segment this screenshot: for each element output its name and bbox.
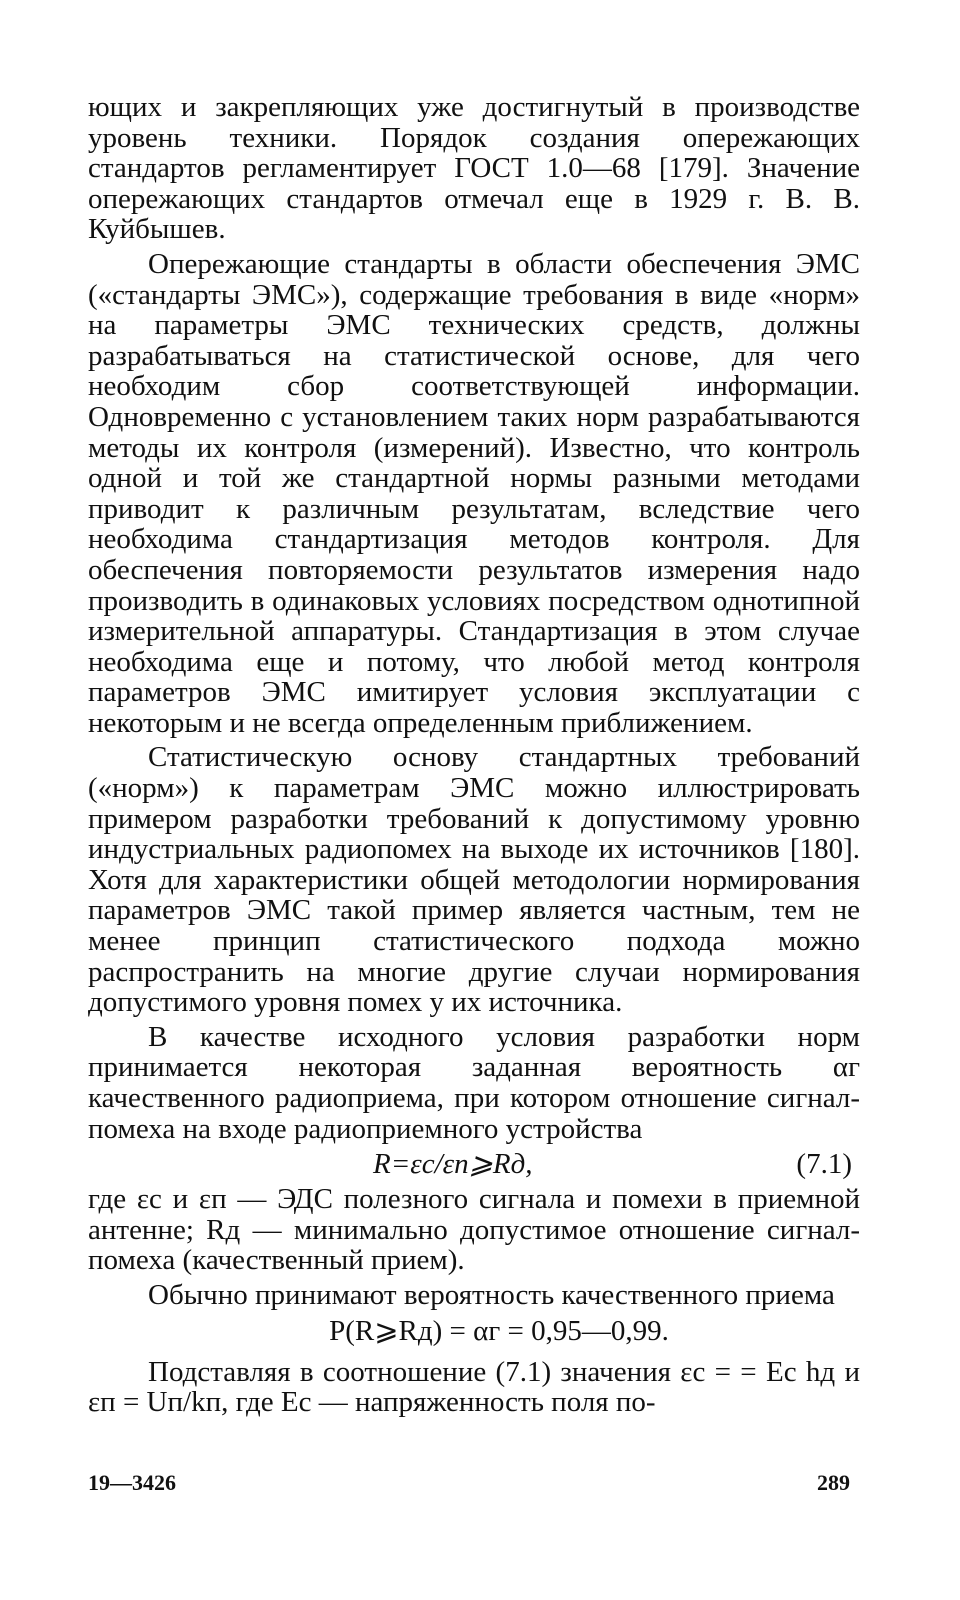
paragraph-1: ющих и закрепляющих уже достигнутый в производстве уровень техники. Порядок создания опережающих стандартов регламентирует ГОСТ 1.0—68 [179]. Значение опережающих стандартов отмечал еще в 1929 г. В. В. Куйбышев. — [88, 91, 860, 246]
paragraph-3: Статистическую основу стандартных требований («норм») к параметрам ЭМС можно иллюстрировать примером разработки требований к допустимому уровню индустриальных радиопомех на выходе их источников [180]. Хотя для характеристики общей методологии нормирования параметров ЭМС такой пример является частным, тем не менее принцип статистического подхода можно распространить на многие другие случаи нормирования допустимого уровня помех у их источника. — [88, 741, 860, 1019]
formula-7-1 — [88, 1144, 860, 1184]
page-body — [88, 92, 860, 1418]
page-number: 289 — [817, 1470, 850, 1495]
paragraph-4: В качестве исходного условия разработки норм принимается некоторая заданная вероятность αг качественного радиоприема, при котором отношение сигнал-помеха на входе радиоприемного устройства — [88, 1020, 860, 1145]
paragraph-2: Опережающие стандарты в области обеспечения ЭМС («стандарты ЭМС»), содержащие требования в виде «норм» на параметры ЭМС технических средств, должны разрабатываться на статистической основе, для чего необходим сбор соответствующей информации. Одновременно с установлением таких норм разрабатываются методы их контроля (измерений). Известно, что контроль одной и той же стандартной нормы разными методами приводит к различным результатам, вследствие чего необходима стандартизация методов контроля. Для обеспечения повторяемости результатов измерения надо производить в одинаковых условиях посредством однотипной измерительной аппаратуры. Стандартизация в этом случае необходима еще и потому, что любой метод контроля параметров ЭМС имитирует условия эксплуатации с некоторым и не всегда определенным приближением. — [88, 247, 860, 739]
paragraph-6: Обычно принимают вероятность качественного приема — [148, 1278, 835, 1311]
paragraph-5: где εс и εп — ЭДС полезного сигнала и помехи в приемной антенне; Rд — минимально допустимое отношение сигнал-помеха (качественный прием). — [88, 1183, 860, 1277]
formula-probability: P(R⩾Rд) = αг = 0,95—0,99. — [329, 1314, 669, 1347]
signature-mark: 19—3426 — [88, 1470, 176, 1495]
formula-7-1-expression: R=εс/εп⩾Rд, — [373, 1148, 533, 1181]
page-footer — [88, 1470, 850, 1496]
paragraph-7: Подставляя в соотношение (7.1) значения εс = = Eс hд и εп = Uп/kп, где Eс — напряженность поля по- — [88, 1355, 860, 1419]
formula-7-1-number: (7.1) — [796, 1148, 852, 1181]
